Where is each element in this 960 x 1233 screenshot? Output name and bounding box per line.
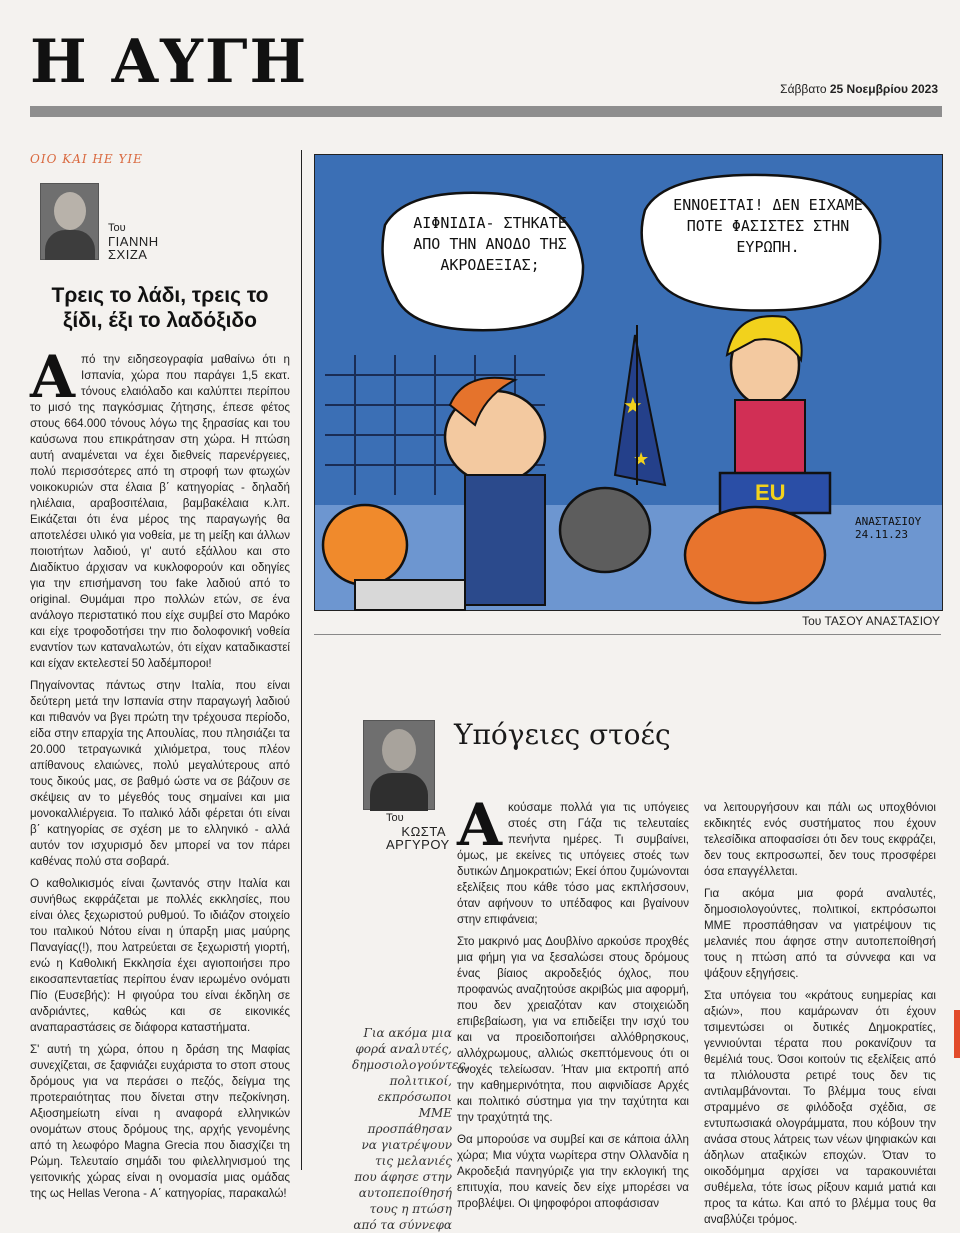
credit-prefix: Του bbox=[802, 614, 822, 628]
bubble-left-text: ΑΙΦΝΙΔΙΑ- ΣΤΗΚΑΤΕ ΑΠΟ ΤΗΝ ΑΝΟΔΟ ΤΗΣ ΑΚΡΟΔΕΞΙΑΣ; bbox=[413, 214, 567, 274]
podium-label: EU bbox=[755, 480, 786, 505]
dropcap: Α bbox=[457, 791, 503, 859]
cartoon-credit bbox=[802, 614, 940, 628]
date-value: 25 Νοεμβρίου 2023 bbox=[829, 82, 938, 96]
issue-date bbox=[780, 82, 938, 96]
section-rule bbox=[314, 634, 941, 635]
edge-marker bbox=[954, 1010, 960, 1058]
paragraph: Πηγαίνοντας πάντως στην Ιταλία, που είναι δεύτερη μετά την Ισπανία στην παραγωγή λαδιού και πιθανόν να βγει πρώτη την τρέχουσα περίοδο, είδα στην επαρχία της Απουλίας, που πλησιάζει τα 20.000 τετραγωνικά χιλιόμετρα, τους πλέον απίθανους ελαιώνες, πολύ μεγαλύτερους από τους δικούς μας, σε βαθμό ώστε να σε βάζουν σε σκέψεις αν το μέγεθός τους σημαίνει και μια μονοκαλλιέργεια. Το ιταλικό λάδι φέρεται ότι είναι β΄ κατηγορίας σε σχέση με το ελληνικό - αλλά αυτόν τον ισχυρισμό δεν μπορεί να τον πάρει καθένας πολύ στα σοβαρά. bbox=[30, 679, 290, 868]
paragraph: Ο καθολικισμός είναι ζωντανός στην Ιταλία και συνήθως εκφράζεται με πολλές εκκλησίες, που είναι όλες ξεχωριστού ρυθμού. Το ιδιάζον στοιχείο του ιταλικού Νότου είναι η ύπαρξη μιας μαύρης Παναγίας(!), που λατρεύεται σε ξεχωριστή γιορτή, ενώ η Καθολική Εκκλησία έχει αγιοποιήσει προ εικοσαπενταετίας περίπου έναν ιερωμένο ονόματι Πίο (Ευσεβής): Η φιγούρα του είναι έκδηλη σε ανδριάντες, καθώς και σε εικονικές αναπαραστάσεις σε διάφορα καταστήματα. bbox=[30, 877, 290, 1034]
paragraph: να λειτουργήσουν και πάλι ως υποχθόνιοι εκδικητές ενός συστήματος που έχουν τελεσίδικα αποφασίσει ότι δεν τους εκφράζει, δεν τους εκπροσωπεί, δεν τους προσφέρει όσα επαγγέλλεται. bbox=[704, 801, 936, 878]
svg-text:★: ★ bbox=[633, 449, 650, 470]
author-byline-2 bbox=[386, 812, 450, 852]
author-photo-2 bbox=[363, 720, 435, 810]
paragraph: Για ακόμα μια φορά αναλυτές, δημοσιολογούντες, πολιτικοί, εκπρόσωποι ΜΜΕ προσπάθησαν να γιατρέψουν τις μελανιές που άφησε στην αυτοπεποίθησή τους η πτώση από τα σύννεφα και να ψάξουν εξηγήσεις. bbox=[704, 887, 936, 980]
byline-prefix: Του bbox=[386, 812, 404, 824]
cartoon bbox=[314, 154, 943, 611]
audience-head-2 bbox=[560, 488, 650, 572]
bubble-right-text: ΕΝΝΟΕΙΤΑΙ! ΔΕΝ ΕΙΧΑΜΕ ΠΟΤΕ ΦΑΣΙΣΤΕΣ ΣΤΗΝ ΕΥΡΩΠΗ. bbox=[673, 196, 863, 256]
article-body bbox=[30, 343, 290, 1200]
article2-title: Υπόγειες στοές bbox=[454, 718, 671, 751]
article2-col-1 bbox=[457, 791, 689, 1210]
svg-text:★: ★ bbox=[623, 394, 643, 419]
author-first-name: ΚΩΣΤΑ bbox=[401, 824, 446, 839]
paragraph: Στο μακρινό μας Δουβλίνο αρκούσε προχθές μια φήμη για να ξεσαλώσει στους δρόμους ένας βίαιος ακροδεξιός όχλος, που προφανώς αναζητούσε ακριβώς μια αφορμή, που δεν χρειαζόταν καν στοιχειώδη επιβεβαίωση, για να επιδείξει την ισχύ του και να προειδοποιήσει αλλόθρησκους, αλλόχρωμους, αλλιώς σκεπτόμενους ότι οι ανοχές τελείωσαν. Ήταν μια εκτροπή από την καθημερινότητα, που αιφνιδίασε Αρχές και πολιτικό σύστημα για την ταχύτητα και την τραχύτητά της. bbox=[457, 935, 689, 1124]
paragraph: Σ' αυτή τη χώρα, όπου η δράση της Μαφίας συνεχίζεται, σε ξαφνιάζει ευχάριστα το στοπ στους δρόμους για να περάσει ο πεζός, δείγμα της προτεραιότητας που δίνεται στην πεζοκίνηση. Αξιοσημείωτη είναι η αναφορά ελληνικών ονομάτων στους δρόμους της, αρχής γενομένης από τη λεωφόρο Magna Grecia που διασχίζει τη Ρώμη. Τελευταίο σημάδι του φιλελληνισμού της γειτονικής χώρας είναι η ονομασία μιας ομάδας της ως Hellas Verona - Α΄ κατηγορίας, παρακαλώ! bbox=[30, 1043, 290, 1200]
masthead-rule bbox=[30, 106, 942, 117]
author-first-name: ΓΙΑΝΝΗ bbox=[108, 234, 159, 249]
cartoon-signature: ΑΝΑΣΤΑΣΙΟΥ 24.11.23 bbox=[855, 515, 922, 541]
column-divider bbox=[301, 150, 302, 1170]
masthead-title: Η ΑΥΓΗ bbox=[30, 27, 309, 97]
paragraph bbox=[30, 343, 290, 672]
dropcap: Α bbox=[30, 343, 76, 411]
paragraph-text: πό την ειδησεογραφία μαθαίνω ότι η Ισπανία, χώρα που παράγει 1,5 εκατ. τόνους ελαιόλαδο και καλύπτει περίπου το μισό της παγκόσμιας ζήτησης, έπεσε φέτος στους 664.000 τόνους λόγω της ξηρασίας και του καύσωνα που επικράτησαν στη χώρα. Η πτώση αυτή αναμένεται να έχει διεθνείς παρενέργειες, πολύ περισσότερες από τη στροφή των φτωχών νοικοκυριών στα έλαια β΄ κατηγορίας - δηλαδή ηλιέλαια, αραβοσιτέλαια, βαμβακέλαια κ.λπ. Εικάζεται ότι ένα μέρος της παραγωγής θα αποτελέσει υλικό για νοθεία, με τη μείξη και άλλων ποιοτήτων λαδιού, γι' αυτό εξάλλου και στο Διαδίκτυο άρχισαν να κυκλοφορούν και οδηγίες για την επισήμανση του fake λαδιού από το original. Θυμάμαι προ πολλών ετών, σε ένα ανάλογο περιστατικό που είχε συμβεί στο Μαρόκο και είχε τροφοδοτήσει την πιο δολοφονική νοθεία εναντίον των καταναλωτών, ότι είχαν καταδικαστεί και είχαν εκτελεστεί 50 λαδέμποροι! bbox=[30, 353, 290, 670]
paragraph: Θα μπορούσε να συμβεί και σε κάποια άλλη χώρα; Μια νύχτα νωρίτερα στην Ολλανδία η Ακροδεξιά πανηγύριζε για την εκλογική της επιτυχία, που κανείς δεν είχε μπορέσει να προβλέψει. Οι ψηφοφόροι αποφάσισαν bbox=[457, 1133, 689, 1210]
credit-name: ΤΑΣΟΥ ΑΝΑΣΤΑΣΙΟΥ bbox=[824, 614, 940, 628]
author-byline bbox=[108, 222, 159, 261]
journalist-body bbox=[465, 475, 545, 605]
column-kicker: ΟΙΟ ΚΑΙ ΗΕ ΥΙΕ bbox=[30, 152, 143, 166]
audience-head-1 bbox=[323, 505, 407, 585]
paragraph: Στα υπόγεια του «κράτους ευημερίας και αξιών», που καμάρωναν ότι έχουν τσιμεντώσει οι δυτικές Δημοκρατίες, γεννιούνται τέρατα που ροκανίζουν τα θεμέλιά τους. Όσοι κοιτούν τις εξελίξεις από τα πλιόλουστα ρετιρέ τους δεν τις αντιλαμβάνονται. Το βλέμμα τους είναι στραμμένο σε φιλόδοξα σχέδια, σε εντυπωσιακά ολογράμματα, που κόβουν την ανάσα στους λάτρεις των νέων ψηφιακών και άδηλων αταξικών εποχών. Όταν το οικοδόμημα αρχίσει να ταρακουνιέται συθέμελα, τότε ίσως ρίξουν καμιά ματιά και προς τα κάτω. Και από το βλέμμα τους θα αναβλύζει τρόμος. bbox=[704, 989, 936, 1226]
author-last-name: ΣΧΙΖΑ bbox=[108, 247, 148, 262]
author-last-name: ΑΡΓΥΡΟΥ bbox=[386, 837, 450, 852]
paragraph bbox=[457, 791, 689, 928]
audience-head-3 bbox=[685, 507, 825, 603]
byline-prefix: Του bbox=[108, 222, 126, 234]
article2-col-2 bbox=[704, 800, 936, 1226]
author-photo bbox=[40, 183, 99, 260]
article-title: Τρεις το λάδι, τρεις το ξίδι, έξι το λαδόξιδο bbox=[51, 284, 269, 332]
date-weekday: Σάββατο bbox=[780, 82, 827, 96]
pull-quote: Για ακόμα μια φορά αναλυτές, δημοσιολογούντες, πολιτικοί, εκπρόσωποι ΜΜΕ προσπάθησαν να γιατρέψουν τις μελανιές που άφησε στην αυτοπεποίθησή τους η πτώση από τα σύννεφα bbox=[352, 1026, 469, 1232]
paragraph-text: κούσαμε πολλά για τις υπόγειες στοές στη Γάζα τις τελευταίες πενήντα ημέρες. Τι συμβαίνει, όμως, με εκείνες τις υπόγειες στοές των δυτικών Δημοκρατιών; Εκεί όπου ζυμώνονται εξελίξεις που κάθε τόσο μας εκπλήσσουν, όταν αφήνουν το υπέδαφος και βγαίνουν στην επιφάνεια; bbox=[457, 801, 689, 926]
